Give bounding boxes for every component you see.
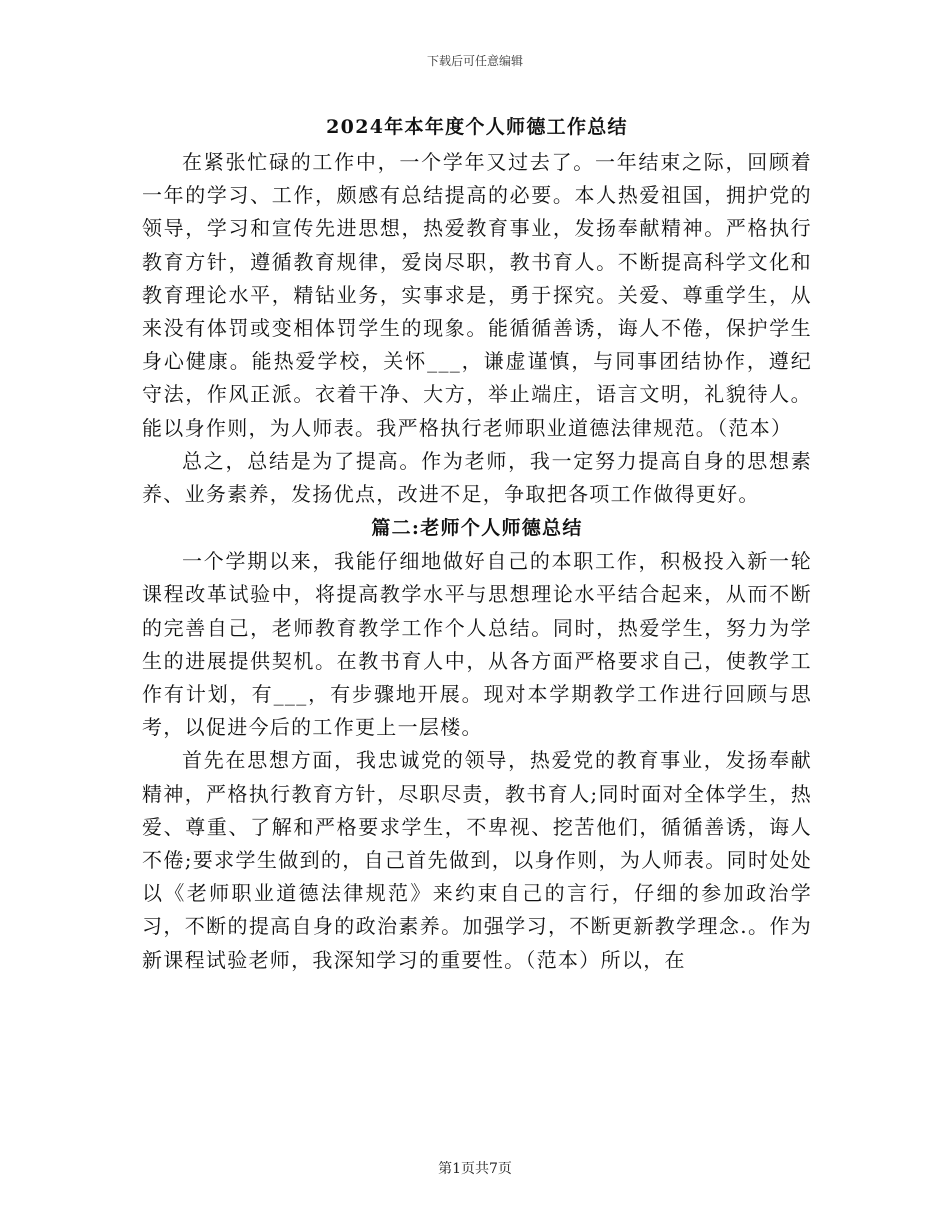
paragraph-section2-2: 首先在思想方面，我忠诚党的领导，热爱党的教育事业，发扬奉献精神，严格执行教育方针，尽职尽责，教书育人;同时面对全体学生，热爱、尊重、了解和严格要求学生，不卑视、挖苦他们，循循善诱，诲人不倦;要求学生做到的，自己首先做到，以身作则，为人师表。同时处处以《老师职业道德法律规范》来约束自己的言行，仔细的参加政治学习，不断的提高自身的政治素养。加强学习，不断更新教学理念.。作为新课程试验老师，我深知学习的重要性。（范本）所以，在 <box>142 748 812 972</box>
page-number: 第1页共7页 <box>438 1161 512 1177</box>
paragraph-intro: 在紧张忙碌的工作中，一个学年又过去了。一年结束之际，回顾着一年的学习、工作，颇感有总结提高的必要。本人热爱祖国，拥护党的领导，学习和宣传先进思想，热爱教育事业，发扬奉献精神。严格执行教育方针，遵循教育规律，爱岗尽职，教书育人。不断提高科学文化和教育理论水平，精钻业务，实事求是，勇于探究。关爱、尊重学生，从来没有体罚或变相体罚学生的现象。能循循善诱，诲人不倦，保护学生身心健康。能热爱学校，关怀___，谦虚谨慎，与同事团结协作，遵纪守法，作风正派。衣着干净、大方，举止端庄，语言文明，礼貌待人。能以身作则，为人师表。我严格执行老师职业道德法律规范。（范本） <box>142 150 812 440</box>
header-note: 下载后可任意编辑 <box>426 54 523 68</box>
paragraph-section2-1: 一个学期以来，我能仔细地做好自己的本职工作，积极投入新一轮课程改革试验中，将提高教学水平与思想理论水平结合起来，从而不断的完善自己，老师教育教学工作个人总结。同时，热爱学生，努力为学生的进展提供契机。在教书育人中，从各方面严格要求自己，使教学工作有计划，有___，有步骤地开展。现对本学期教学工作进行回顾与思考，以促进今后的工作更上一层楼。 <box>142 549 812 740</box>
document-title: 2024年本年度个人师德工作总结 <box>326 116 628 138</box>
section-two-title: 篇二:老师个人师德总结 <box>371 517 583 540</box>
paragraph-conclusion: 总之，总结是为了提高。作为老师，我一定努力提高自身的思想素养、业务素养，发扬优点，改进不足，争取把各项工作做得更好。 <box>142 448 812 507</box>
document-body <box>142 108 812 977</box>
